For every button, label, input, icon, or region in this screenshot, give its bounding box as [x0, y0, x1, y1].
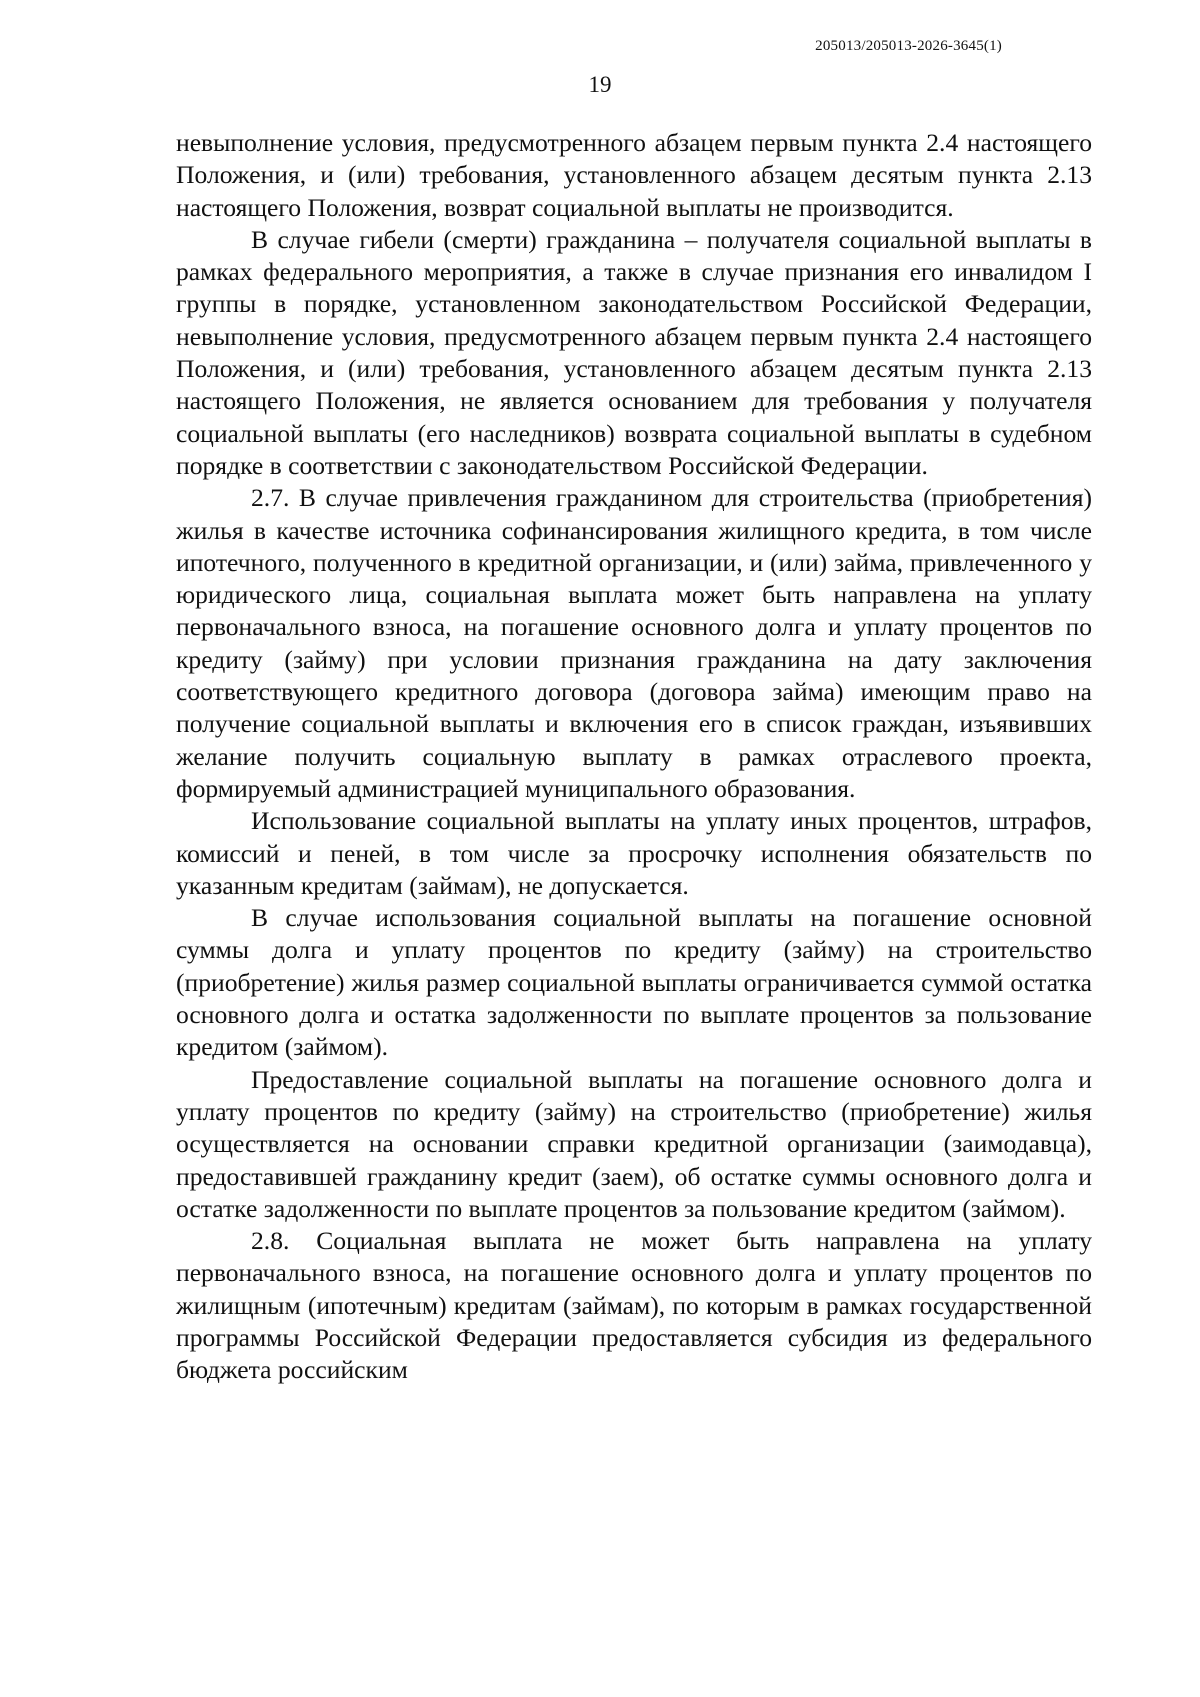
paragraph-clause-2-8: 2.8. Социальная выплата не может быть направлена на уплату первоначального взноса, на погашение основного долга и уплату процентов по жилищным (ипотечным) кредитам (займам), по которым в рамках государственной программы Российской Федерации предоставляется субсидия из федерального бюджета российским: [176, 1226, 1092, 1385]
paragraph: В случае использования социальной выплаты на погашение основной суммы долга и уплату процентов по кредиту (займу) на строительство (приобретение) жилья размер социальной выплаты ограничивается суммой остатка основного долга и остатка задолженности по выплате процентов за пользование кредитом (займом).: [176, 903, 1092, 1062]
paragraph: В случае гибели (смерти) гражданина – получателя социальной выплаты в рамках федерального мероприятия, а также в случае признания его инвалидом I группы в порядке, установленном законодательством Российской Федерации, невыполнение условия, предусмотренного абзацем первым пункта 2.4 настоящего Положения, и (или) требования, установленного абзацем десятым пункта 2.13 настоящего Положения, не является основанием для требования у получателя социальной выплаты (его наследников) возврата социальной выплаты в судебном порядке в соответствии с законодательством Российской Федерации.: [176, 224, 1092, 480]
paragraph: Предоставление социальной выплаты на погашение основного долга и уплату процентов по кредиту (займу) на строительство (приобретение) жилья осуществляется на основании справки кредитной организации (заимодавца), предоставившей гражданину кредит (заем), об остатке суммы основного долга и остатке задолженности по выплате процентов за пользование кредитом (займом).: [176, 1064, 1092, 1223]
paragraph-clause-2-7: 2.7. В случае привлечения гражданином для строительства (приобретения) жилья в качестве источника софинансирования жилищного кредита, в том числе ипотечного, полученного в кредитной организации, и (или) займа, привлеченного у юридического лица, социальная выплата может быть направлена на уплату первоначального взноса, на погашение основного долга и уплату процентов по кредиту (займу) при условии признания гражданина на дату заключения соответствующего кредитного договора (договора займа) имеющим право на получение социальной выплаты и включения его в список граждан, изъявивших желание получить социальную выплату в рамках отраслевого проекта, формируемый администрацией муниципального образования.: [176, 483, 1092, 803]
document-body: [176, 127, 1092, 1387]
paragraph: Использование социальной выплаты на уплату иных процентов, штрафов, комиссий и пеней, в том числе за просрочку исполнения обязательств по указанным кредитам (займам), не допускается.: [176, 806, 1092, 900]
document-registration-number: 205013/205013-2026-3645(1): [815, 38, 1002, 54]
paragraph-continued: невыполнение условия, предусмотренного абзацем первым пункта 2.4 настоящего Положения, и (или) требования, установленного абзацем десятым пункта 2.13 настоящего Положения, возврат социальной выплаты не производится.: [176, 128, 1092, 222]
page-number: 19: [588, 72, 612, 97]
